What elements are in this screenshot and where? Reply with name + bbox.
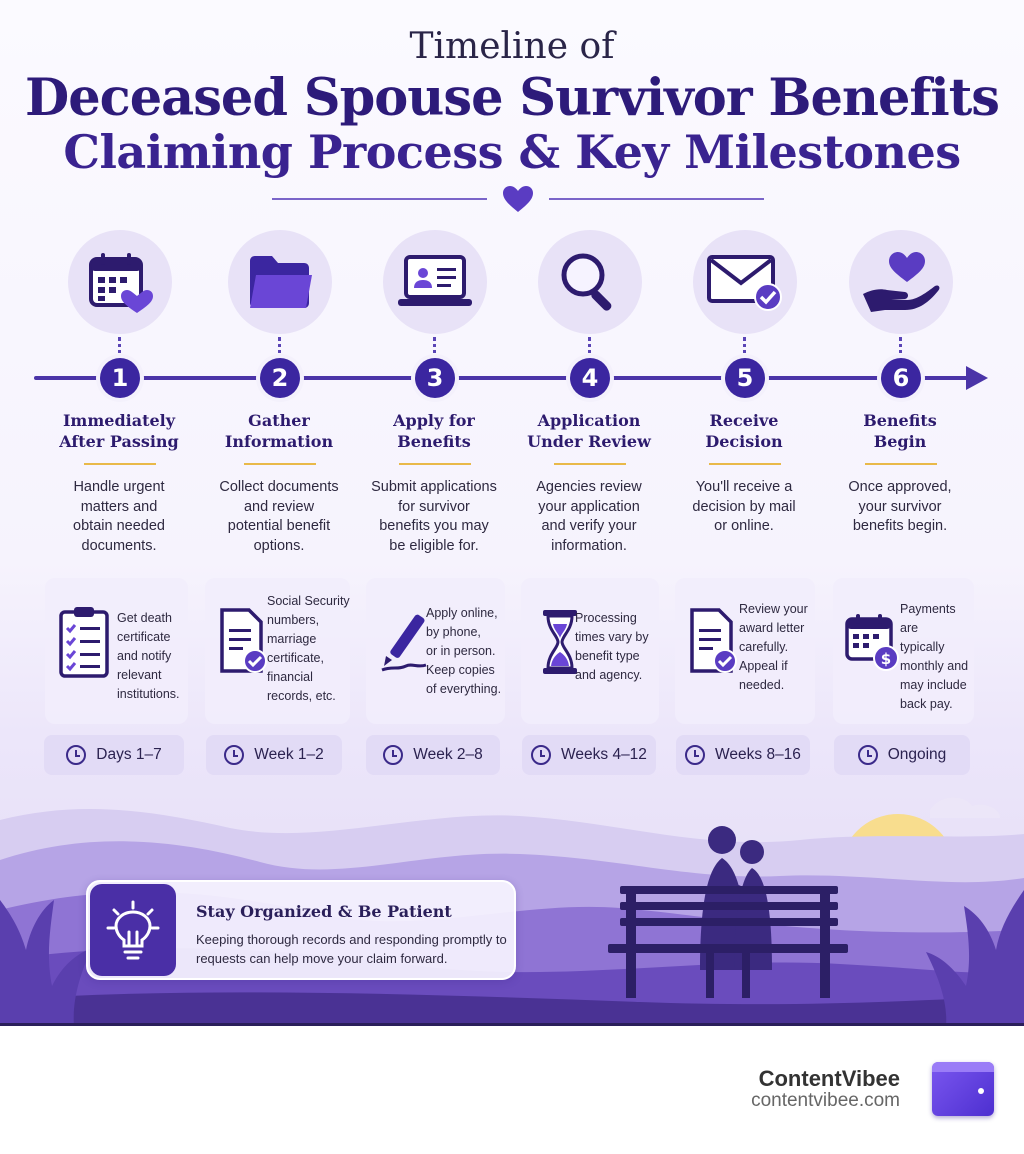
step-2-description: Collect documents and review potential benefit options. <box>219 479 339 554</box>
step-5-number: 5 <box>725 358 765 398</box>
step-3-underline <box>399 463 471 465</box>
step-4-description: Agencies review your application and verify your information. <box>536 479 642 554</box>
step-1-description: Handle urgent matters and obtain needed documents. <box>73 479 165 554</box>
hand-heart-icon <box>861 248 941 316</box>
step-4-detail-text: Processing times vary by benefit type and agency. <box>575 611 649 682</box>
step-5-icon-circle <box>693 230 797 334</box>
timeline-arrow-icon <box>966 366 988 390</box>
step-5-detail-text: Review your award letter carefully. Appeal if needed. <box>739 602 808 692</box>
step-4-icon-circle <box>538 230 642 334</box>
step-6-duration-badge <box>834 735 970 775</box>
tip-title: Stay Organized & Be Patient <box>196 902 452 921</box>
step-6-detail-text: Payments are typically monthly and may include back pay. <box>900 602 969 711</box>
timeline-line <box>34 376 974 380</box>
step-6-icon-circle <box>849 230 953 334</box>
step-1-duration-badge <box>44 735 184 775</box>
envelope-check-icon <box>706 253 784 311</box>
clock-icon <box>858 745 878 765</box>
brand-name: ContentVibee <box>758 1066 900 1091</box>
step-4-underline <box>554 463 626 465</box>
step-4-duration: Weeks 4–12 <box>561 746 647 763</box>
laptop-profile-icon <box>396 254 474 310</box>
step-1-detail-text: Get death certificate and notify relevant institutions. <box>117 611 180 701</box>
step-4-duration-badge <box>522 735 656 775</box>
brand-url[interactable]: contentvibee.com <box>751 1090 900 1111</box>
clock-icon <box>224 745 244 765</box>
step-4-detail-card <box>521 578 659 724</box>
step-6-underline <box>865 463 937 465</box>
step-5-underline <box>709 463 781 465</box>
step-3-duration: Week 2–8 <box>413 746 483 763</box>
checklist-icon <box>53 602 115 682</box>
svg-text:$: $ <box>880 650 892 668</box>
step-5-duration-badge <box>676 735 810 775</box>
brand-logo-icon <box>932 1062 994 1116</box>
calendar-heart-icon <box>85 249 155 315</box>
document-check-icon <box>213 602 275 682</box>
step-1-detail-card <box>45 578 188 724</box>
magnifier-icon <box>557 249 623 315</box>
title-line-1: Timeline of <box>409 26 615 67</box>
step-2-underline <box>244 463 316 465</box>
step-3-description: Submit applications for survivor benefits you may be eligible for. <box>371 479 497 554</box>
step-3-detail-text: Apply online, by phone, or in person. Keep copies of everything. <box>426 606 502 696</box>
step-2-duration-badge <box>206 735 342 775</box>
step-3-detail-card <box>366 578 505 724</box>
step-3-icon-circle <box>383 230 487 334</box>
clock-icon <box>531 745 551 765</box>
step-6-number: 6 <box>881 358 921 398</box>
document-check-icon <box>683 602 745 682</box>
step-1-number: 1 <box>100 358 140 398</box>
step-4-title: Application Under Review <box>527 411 651 451</box>
title-line-3: Claiming Process & Key Milestones <box>63 125 961 179</box>
step-4-number: 4 <box>570 358 610 398</box>
step-2-detail-card <box>205 578 350 724</box>
step-3-title: Apply for Benefits <box>393 411 475 451</box>
step-2-title: Gather Information <box>224 411 334 451</box>
lightbulb-icon <box>90 884 176 976</box>
clock-icon <box>66 745 86 765</box>
step-5-title: Receive Decision <box>705 411 783 451</box>
tip-text: Keeping thorough records and responding promptly to requests can help move your claim forward. <box>196 932 507 966</box>
step-6-detail-card <box>833 578 974 724</box>
step-2-detail-text: Social Security numbers, marriage certificate, financial records, etc. <box>267 594 350 703</box>
step-2-icon-circle <box>228 230 332 334</box>
calendar-dollar-icon <box>841 602 903 682</box>
heart-icon <box>502 185 534 213</box>
step-6-description: Once approved, your survivor benefits begin. <box>848 479 952 534</box>
folder-icon <box>246 253 314 311</box>
step-2-duration: Week 1–2 <box>254 746 324 763</box>
step-5-description: You'll receive a decision by mail or online. <box>692 479 796 534</box>
clock-icon <box>383 745 403 765</box>
step-5-detail-card <box>675 578 815 724</box>
step-1-underline <box>84 463 156 465</box>
step-3-number: 3 <box>415 358 455 398</box>
step-3-duration-badge <box>366 735 500 775</box>
step-2-number: 2 <box>260 358 300 398</box>
tip-box <box>86 880 516 980</box>
step-1-duration: Days 1–7 <box>96 746 162 763</box>
step-5-duration: Weeks 8–16 <box>715 746 801 763</box>
clock-icon <box>685 745 705 765</box>
step-6-duration: Ongoing <box>887 746 947 763</box>
title-divider-right <box>549 198 764 200</box>
title-divider-left <box>272 198 487 200</box>
title-line-2: Deceased Spouse Survivor Benefits <box>24 68 1000 128</box>
step-1-icon-circle <box>68 230 172 334</box>
step-1-title: Immediately After Passing <box>59 411 179 451</box>
step-6-title: Benefits Begin <box>863 411 937 451</box>
